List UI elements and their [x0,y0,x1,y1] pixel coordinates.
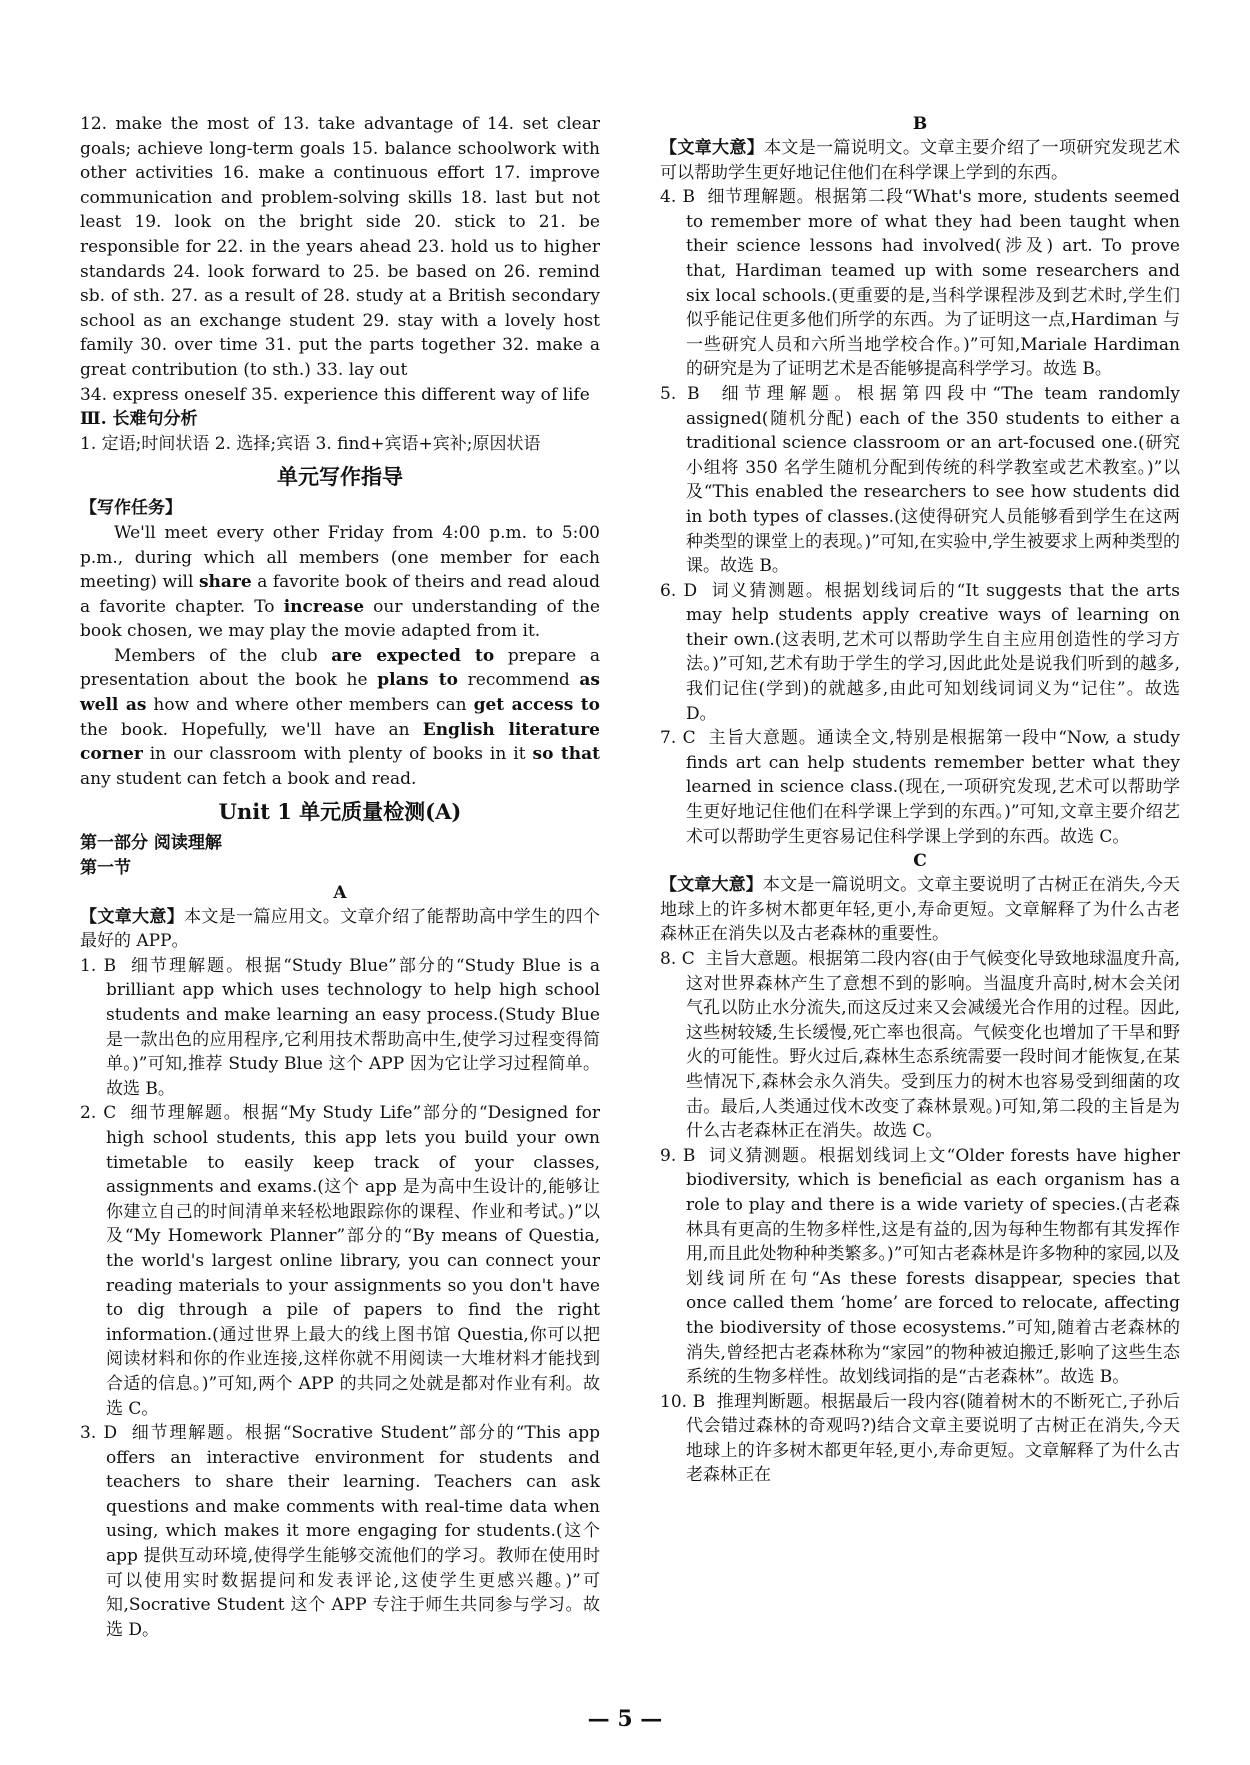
answer-item-7: 7. C 主旨大意题。通读全文,特别是根据第一段中“Now, a study finds art can help students remember better what they learned in science class.(现在,一项研究发现,艺术可以帮助学生更好地记住他们在科学课上学到的东西。)”可知,文章主要介绍艺术可以帮助学生更容易记住科学课上学到的东西。故选 C。 [660,728,1181,847]
answer-item-2: 2. C 细节理解题。根据“My Study Life”部分的“Designed for high school students, this app lets you build your own timetable to easily keep track of your classes, assignments and exams.(这个 app 是为高中生设计的,能够让你建立自己的时间清单来轻松地跟踪你的课程、作业和考试。)”以及“My Homework Planner”部分的“By means of Questia, the world's largest online library, you can connect your reading materials to your assignments so you don't have to dig through a pile of papers to find the right information.(通过世界上最大的线上图书馆 Questia,你可以把阅读材料和你的作业连接,这样你就不用阅读一大堆材料才能找到合适的信息。)”可知,两个 APP 的共同之处就是都对作业有利。故选 C。 [80,1103,600,1419]
passage-c-heading: C [913,851,927,872]
part1-heading: 第一部分 阅读理解 [80,833,222,854]
answer-item-10: 10. B 推理判断题。根据最后一段内容(随着树木的不断死亡,子孙后代会错过森林的奇观吗?)结合文章主要说明了古树正在消失,今天地球上的许多树木都更年轻,更小,寿命更短。文章解释了为什么古老森林正在 [660,1391,1180,1486]
answer-item-4: 4. B 细节理解题。根据第二段“What's more, students seemed to remember more of what they had been taught when their science lessons had involved(涉及) art. To prove that, Hardiman teamed up with some researchers and six local schools.(更重要的是,当科学课程涉及到艺术时,学生们似乎能记住更多他们所学的东西。为了证明这一点,Hardiman 与一些研究人员和六所当地学校合作。)”可知,Mariale Hardiman 的研究是为了证明艺术是否能够提高科学学习。故选 B。 [660,187,1181,380]
section3-title: Ⅲ. 长难句分析 [80,409,198,430]
page-number: — 5 — [587,1706,663,1732]
answer-item-9: 9. B 词义猜测题。根据划线词上文“Older forests have higher biodiversity, which is beneficial as each organism has a role to play and there is a wide variety of species.(古老森林具有更高的生物多样性,这是有益的,因为每种生物都有其发挥作用,而且此处物种种类繁多。)”可知古老森林是许多物种的家园,以及划线词所在句“As these forests disappear, species that once called them ‘home’ are forced to relocate, affecting the biodiversity of those ecosystems.”可知,随着古老森林的消失,曾经把古老森林称为“家园”的物种被迫搬迁,影响了这些生态系统的生物多样性。故划线词指的是“古老森林”。故选 B。 [660,1145,1181,1388]
writing-title: 单元写作指导 [277,464,403,490]
summary-a: 【文章大意】本文是一篇应用文。文章介绍了能帮助高中学生的四个最好的 APP。 [80,906,601,952]
left-column [80,112,600,1642]
unit-title: Unit 1 单元质量检测(A) [218,799,462,825]
vocab-last: 34. express oneself 35. experience this different way of life [80,384,590,405]
passage-b-heading: B [912,114,928,134]
summary-b: 【文章大意】本文是一篇说明文。文章主要介绍了一项研究发现艺术可以帮助学生更好地记住他们在科学课上学到的东西。 [660,138,1181,183]
right-column [660,112,1180,1488]
passage-a-heading: A [333,882,347,903]
summary-c: 【文章大意】本文是一篇说明文。文章主要说明了古树正在消失,今天地球上的许多树木都更年轻,更小,寿命更短。文章解释了为什么古老森林正在消失以及古老森林的重要性。 [660,875,1180,945]
writing-paragraph-1: We'll meet every other Friday from 4:00 p.m. to 5:00 p.m., during which all members (one member for each meeting) will share a favorite book of theirs and read aloud a favorite chapter. To increase our understanding of the book chosen, we may play the movie adapted from it. [80,522,600,642]
answer-item-5: 5. B 细节理解题。根据第四段中“The team randomly assigned(随机分配) each of the 350 students to either a traditional science classroom or an art-focused one.(研究小组将 350 名学生随机分配到传统的科学教室或艺术教室。)”以及“This enabled the researchers to see how students did in both types of classes.(这使得研究人员能够看到学生在这两种类型的课堂上的表现。)”可知,在实验中,学生被要求上两种类型的课。故选 B。 [660,383,1180,577]
answer-item-8: 8. C 主旨大意题。根据第二段内容(由于气候变化导致地球温度升高,这对世界森林产生了意想不到的影响。当温度升高时,树木会关闭气孔以防止水分流失,而这反过来又会减缓光合作用的过程。因此,这些树较矮,生长缓慢,死亡率也很高。气候变化也增加了干旱和野火的可能性。野火过后,森林生态系统需要一段时间才能恢复,在某些情况下,森林会永久消失。受到压力的树木也容易受到细菌的攻击。最后,人类通过伐木改变了森林景观。)可知,第二段的主旨是为什么古老森林正在消失。故选 C。 [660,949,1180,1142]
writing-paragraph-2: Members of the club are expected to prepare a presentation about the book he plans to recommend as well as how and where other members can get access to the book. Hopefully, we'll have an English literature corner in our classroom with plenty of books in it so that any student can fetch a book and read. [80,645,601,789]
vocab-block: 12. make the most of 13. take advantage of 14. set clear goals; achieve long-term goals 15. balance schoolwork with other activities 16. make a continuous effort 17. improve communication and problem-solving skills 18. last but not least 19. look on the bright side 20. stick to 21. be responsible for 22. in the years ahead 23. hold us to higher standards 24. look forward to 25. be based on 26. remind sb. of sth. 27. as a result of 28. study at a British secondary school as an exchange student 29. stay with a lovely host family 30. over time 31. put the parts together 32. make a great contribution (to sth.) 33. lay out [80,114,600,380]
answer-item-3: 3. D 细节理解题。根据“Socrative Student”部分的“This app offers an interactive environment for students and teachers to share their learning. Teachers can ask questions and make comments with real-time data when using, which makes it more engaging for students.(这个 app 提供互动环境,使得学生能够交流他们的学习。教师在使用时可以使用实时数据提问和发表评论,这使学生更感兴趣。)”可知,Socrative Student 这个 APP 专注于师生共同参与学习。故选 D。 [80,1423,600,1640]
answer-item-6: 6. D 词义猜测题。根据划线词后的“It suggests that the arts may help students apply creative ways of learning on their own.(这表明,艺术可以帮助学生自主应用创造性的学习方法。)”可知,艺术有助于学生的学习,因此此处是说我们听到的越多,我们记住(学到)的就越多,由此可知划线词词义为“记住”。故选 D。 [660,580,1180,724]
section3-body: 1. 定语;时间状语 2. 选择;宾语 3. find+宾语+宾补;原因状语 [80,433,541,454]
answer-item-1: 1. B 细节理解题。根据“Study Blue”部分的“Study Blue is a brilliant app which uses technology to help high school students and make learning an easy process.(Study Blue 是一款出色的应用程序,它利用技术帮助高中生,使学习过程变得简单。)”可知,推荐 Study Blue 这个 APP 因为它让学习过程简单。故选 B。 [80,955,601,1099]
section1-heading: 第一节 [80,858,131,879]
writing-task-label: 【写作任务】 [80,498,182,519]
